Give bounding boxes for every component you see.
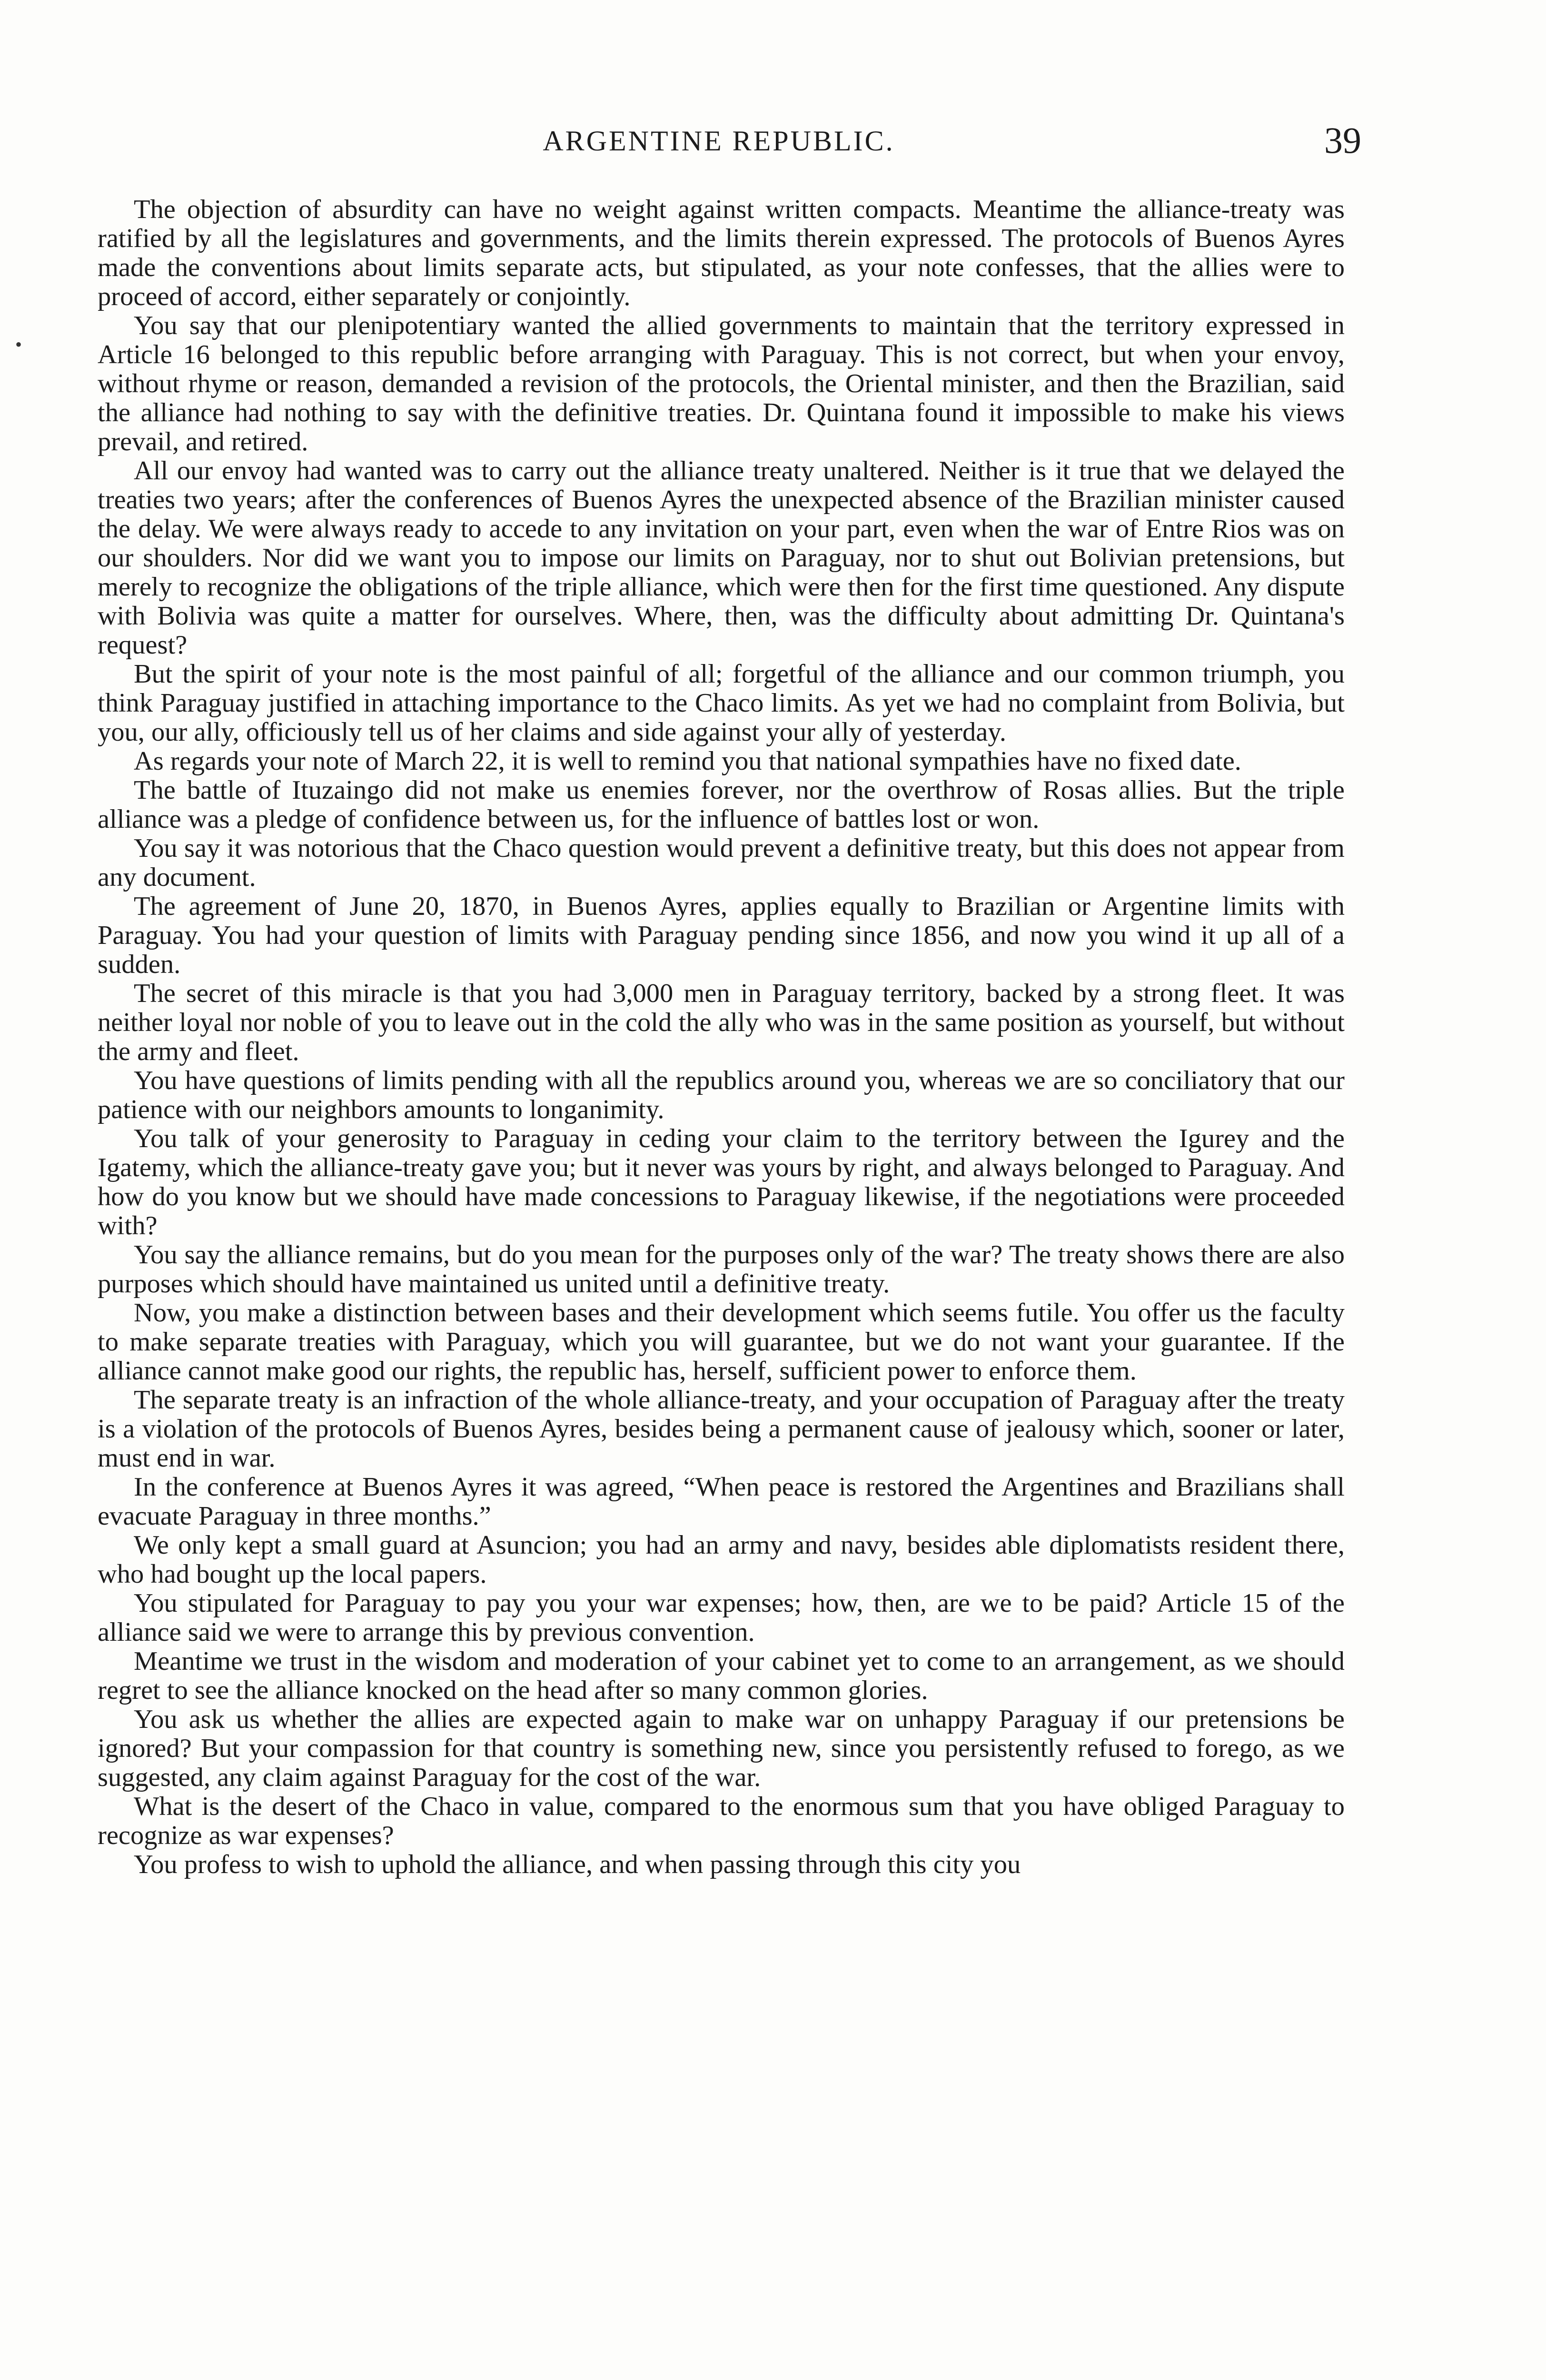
paragraph: The secret of this miracle is that you had 3,000 men in Paraguay territory, backed by a strong fleet. It was neither loyal nor noble of you to leave out in the cold the ally who was in the same position as yourself, but without the army and fleet. (98, 979, 1345, 1066)
page-number: 39 (1324, 119, 1361, 161)
paragraph: But the spirit of your note is the most painful of all; forgetful of the alliance and our common triumph, you think Paraguay justified in attaching importance to the Chaco limits. As yet we had no complaint from Bolivia, but you, our ally, officiously tell us of her claims and side against your ally of yesterday. (98, 659, 1345, 747)
paragraph: You have questions of limits pending with all the republics around you, whereas we are so conciliatory that our patience with our neighbors amounts to longanimity. (98, 1066, 1345, 1124)
body-text (98, 195, 1345, 1879)
paragraph: You say the alliance remains, but do you mean for the purposes only of the war? The treaty shows there are also purposes which should have maintained us united until a definitive treaty. (98, 1240, 1345, 1299)
paragraph: What is the desert of the Chaco in value, compared to the enormous sum that you have obliged Paraguay to recognize as war expenses? (98, 1792, 1345, 1850)
paragraph: We only kept a small guard at Asuncion; you had an army and navy, besides able diplomatists resident there, who had bought up the local papers. (98, 1530, 1345, 1589)
paragraph: You say that our plenipotentiary wanted the allied governments to maintain that the territory expressed in Article 16 belonged to this republic before arranging with Paraguay. This is not correct, but when your envoy, without rhyme or reason, demanded a revision of the protocols, the Oriental minister, and then the Brazilian, said the alliance had nothing to say with the definitive treaties. Dr. Quintana found it impossible to make his views prevail, and retired. (98, 311, 1345, 456)
paragraph: The separate treaty is an infraction of the whole alliance-treaty, and your occupation of Paraguay after the treaty is a violation of the protocols of Buenos Ayres, besides being a permanent cause of jealousy which, sooner or later, must end in war. (98, 1385, 1345, 1473)
paragraph: Meantime we trust in the wisdom and moderation of your cabinet yet to come to an arrangement, as we should regret to see the alliance knocked on the head after so many common glories. (98, 1646, 1345, 1705)
page-header (95, 119, 1361, 163)
paragraph: The objection of absurdity can have no weight against written compacts. Meantime the alliance-treaty was ratified by all the legislatures and governments, and the limits therein expressed. The protocols of Buenos Ayres made the conventions about limits separate acts, but stipulated, as your note confesses, that the allies were to proceed of accord, either separately or conjointly. (98, 195, 1345, 311)
paragraph: You stipulated for Paraguay to pay you your war expenses; how, then, are we to be paid? Article 15 of the alliance said we were to arrange this by previous convention. (98, 1588, 1345, 1647)
paragraph: You say it was notorious that the Chaco question would prevent a definitive treaty, but this does not appear from any document. (98, 833, 1345, 892)
paragraph: You ask us whether the allies are expected again to make war on unhappy Paraguay if our pretensions be ignored? But your compassion for that country is something new, since you persistently refused to forego, as we suggested, any claim against Paraguay for the cost of the war. (98, 1705, 1345, 1792)
paragraph: Now, you make a distinction between bases and their development which seems futile. You offer us the faculty to make separate treaties with Paraguay, which you will guarantee, but we do not want your guarantee. If the alliance cannot make good our rights, the republic has, herself, sufficient power to enforce them. (98, 1298, 1345, 1386)
paragraph: In the conference at Buenos Ayres it was agreed, “When peace is restored the Argentines and Brazilians shall evacuate Paraguay in three months.” (98, 1472, 1345, 1531)
paragraph: You talk of your generosity to Paraguay in ceding your claim to the territory between the Igurey and the Igatemy, which the alliance-treaty gave you; but it never was yours by right, and always belonged to Paraguay. And how do you know but we should have made concessions to Paraguay likewise, if the negotiations were proceeded with? (98, 1124, 1345, 1240)
paragraph: The battle of Ituzaingo did not make us enemies forever, nor the overthrow of Rosas allies. But the triple alliance was a pledge of confidence between us, for the influence of battles lost or won. (98, 775, 1345, 834)
paragraph: You profess to wish to uphold the alliance, and when passing through this city you (134, 1850, 1021, 1879)
paragraph: All our envoy had wanted was to carry out the alliance treaty unaltered. Neither is it true that we delayed the treaties two years; after the conferences of Buenos Ayres the unexpected absence of the Brazilian minister caused the delay. We were always ready to accede to any invitation on your part, even when the war of Entre Rios was on our shoulders. Nor did we want you to impose our limits on Paraguay, nor to shut out Bolivian pretensions, but merely to recognize the obligations of the triple alliance, which were then for the first time questioned. Any dispute with Bolivia was quite a matter for ourselves. Where, then, was the difficulty about admitting Dr. Quintana's request? (98, 456, 1345, 660)
paragraph: As regards your note of March 22, it is well to remind you that national sympathies have no fixed date. (134, 746, 1241, 776)
margin-mark: • (15, 334, 22, 355)
paragraph: The agreement of June 20, 1870, in Buenos Ayres, applies equally to Brazilian or Argentine limits with Paraguay. You had your question of limits with Paraguay pending since 1856, and now you wind it up all of a sudden. (98, 892, 1345, 979)
running-title: ARGENTINE REPUBLIC. (543, 125, 895, 157)
